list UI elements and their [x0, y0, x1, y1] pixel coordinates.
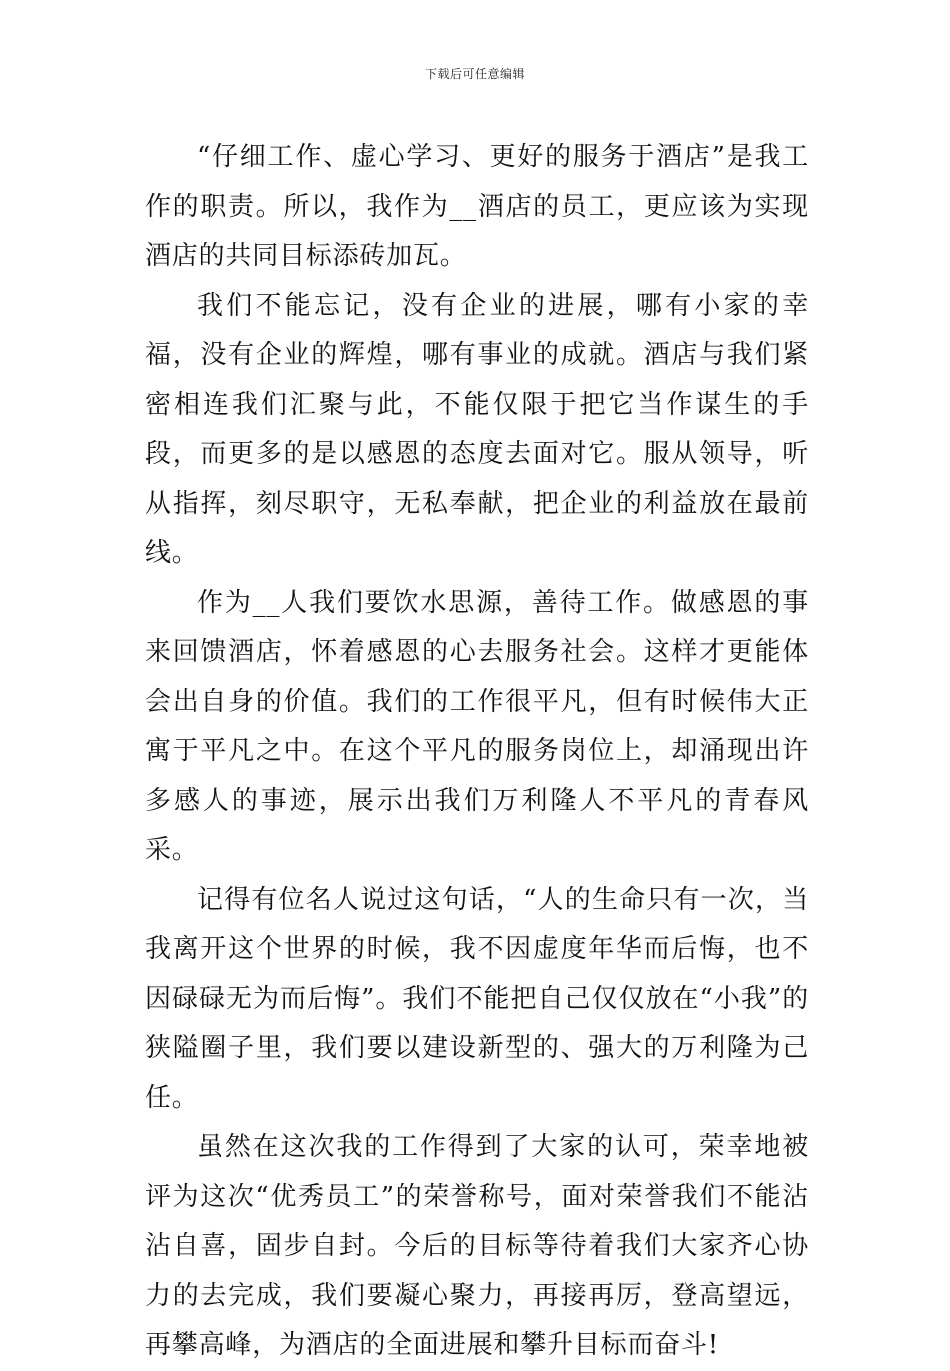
paragraph-1: “仔细工作、虚心学习、更好的服务于酒店”是我工作的职责。所以，我作为__酒店的员工，更应该为实现酒店的共同目标添砖加瓦。 — [145, 142, 809, 271]
document-body — [145, 133, 809, 1371]
paragraph-3: 作为__人我们要饮水思源，善待工作。做感恩的事来回馈酒店，怀着感恩的心去服务社会。这样才更能体会出自身的价值。我们的工作很平凡，但有时候伟大正寓于平凡之中。在这个平凡的服务岗位上，却涌现出许多感人的事迹，展示出我们万利隆人不平凡的青春风采。 — [145, 587, 809, 865]
paragraph-5: 虽然在这次我的工作得到了大家的认可，荣幸地被评为这次“优秀员工”的荣誉称号，面对荣誉我们不能沾沾自喜，固步自封。今后的目标等待着我们大家齐心协力的去完成，我们要凝心聚力，再接再厉，登高望远，再攀高峰，为酒店的全面进展和攀升目标而奋斗! — [145, 1132, 809, 1360]
paragraph-2: 我们不能忘记，没有企业的进展，哪有小家的幸福，没有企业的辉煌，哪有事业的成就。酒店与我们紧密相连我们汇聚与此，不能仅限于把它当作谋生的手段，而更多的是以感恩的态度去面对它。服从领导，听从指挥，刻尽职守，无私奉献，把企业的利益放在最前线。 — [145, 290, 809, 568]
paragraph-4: 记得有位名人说过这句话，“人的生命只有一次，当我离开这个世界的时候，我不因虚度年华而后悔，也不因碌碌无为而后悔”。我们不能把自己仅仅放在“小我”的狭隘圈子里，我们要以建设新型的、强大的万利隆为己任。 — [145, 884, 809, 1113]
page-header: 下载后可任意编辑 — [424, 67, 525, 81]
